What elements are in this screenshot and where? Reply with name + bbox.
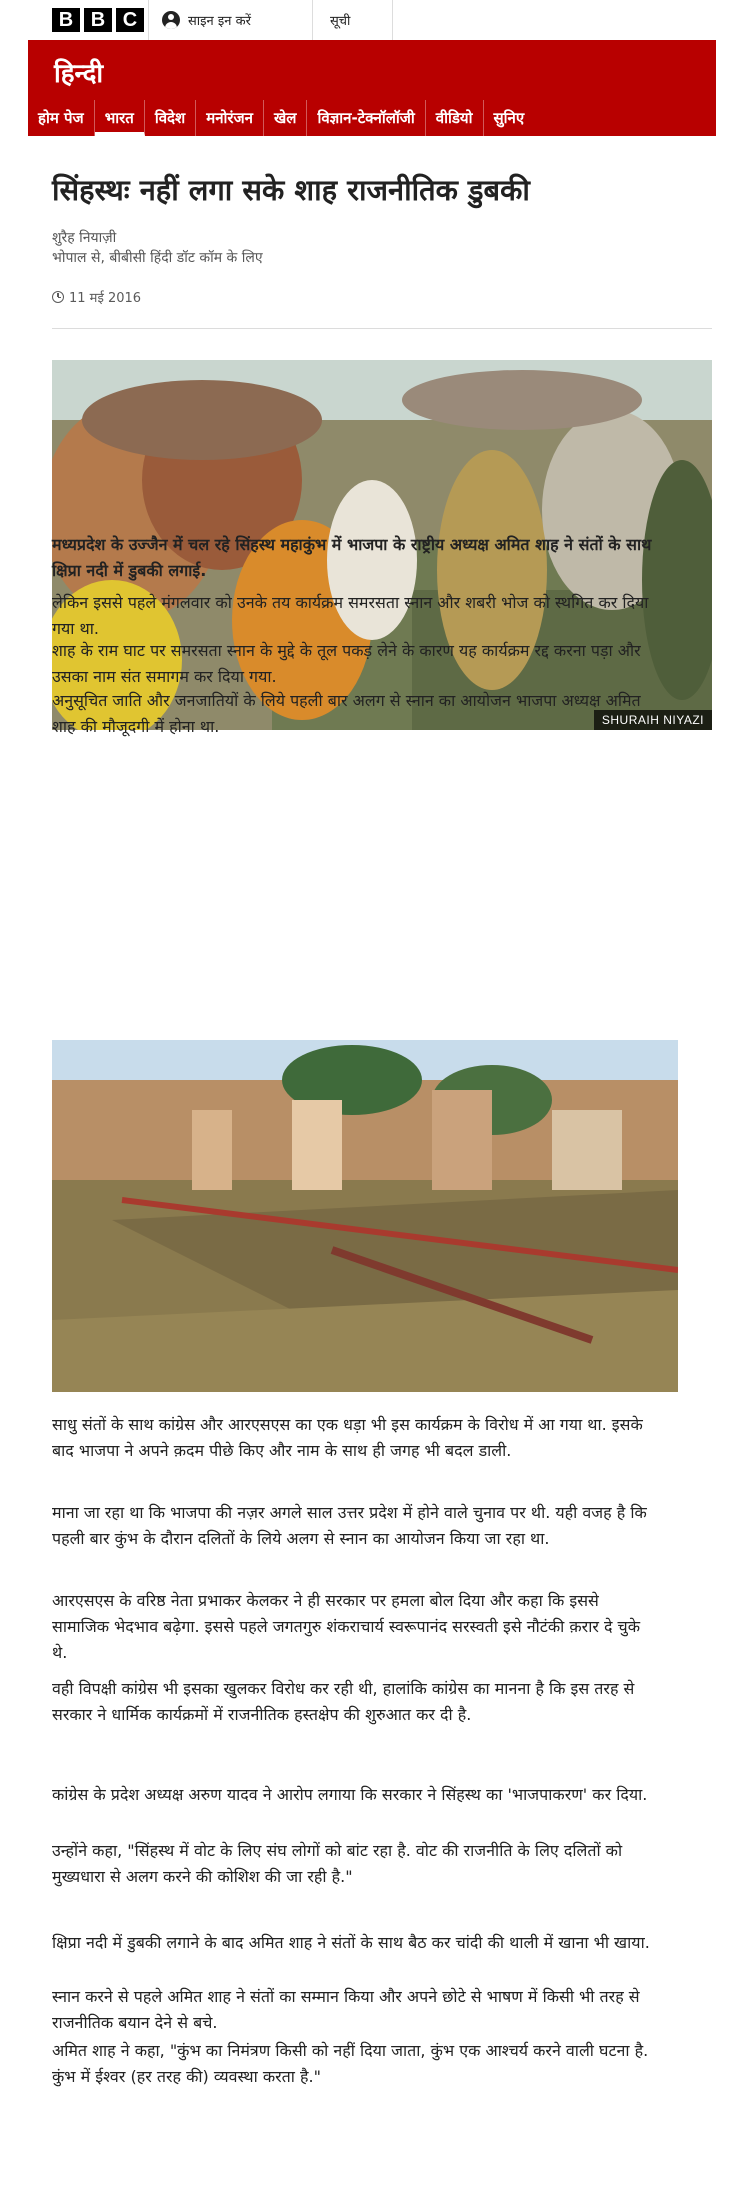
author-location: भोपाल से, बीबीसी हिंदी डॉट कॉम के लिए [52, 250, 263, 266]
nav-item[interactable]: मनोरंजन [196, 100, 264, 136]
article-paragraph: अनुसूचित जाति और जनजातियों के लिये पहली बार अलग से स्नान का आयोजन भाजपा अध्यक्ष अमित शाह की मौजूदगी में होना था. [52, 691, 641, 736]
article-paragraph: वही विपक्षी कांग्रेस भी इसका खुलकर विरोध कर रही थी, हालांकि कांग्रेस का मानना है कि इस तरह से सरकार ने धार्मिक कार्यक्रमों में राजनीतिक हस्तक्षेप की शुरुआत कर दी है. [52, 1679, 635, 1724]
article-paragraph: कांग्रेस के प्रदेश अध्यक्ष अरुण यादव ने आरोप लगाया कि सरकार ने सिंहस्थ का 'भाजपाकरण' कर दिया. [52, 1785, 648, 1804]
brand-title[interactable]: हिन्दी [54, 59, 104, 89]
nav-item[interactable]: होम पेज [28, 100, 95, 136]
nav-item[interactable]: सुनिए [493, 109, 525, 127]
article-paragraph: क्षिप्रा नदी में डुबकी लगाने के बाद अमित शाह ने संतों के साथ बैठ कर चांदी की थाली में खाना भी खाया. [52, 1933, 650, 1952]
page-title: सिंहस्थः नहीं लगा सके शाह राजनीतिक डुबकी [52, 173, 530, 207]
publish-date [52, 288, 141, 306]
article-image-ghat [52, 1040, 678, 1392]
article-paragraph: साधु संतों के साथ कांग्रेस और आरएसएस का एक धड़ा भी इस कार्यक्रम के विरोध में आ गया था. इसके बाद भाजपा ने अपने क़दम पीछे किए और नाम के साथ ही जगह भी बदल डाली. [52, 1415, 643, 1460]
masthead [28, 40, 716, 136]
article-intro: मध्यप्रदेश के उज्जैन में चल रहे सिंहस्थ महाकुंभ में भाजपा के राष्ट्रीय अध्यक्ष अमित शाह ने संतों के साथ क्षिप्रा नदी में डुबकी लगाई. [52, 535, 652, 580]
nav-item[interactable]: विदेश [145, 100, 196, 136]
byline [52, 228, 263, 268]
ghat-photo [52, 1040, 678, 1392]
clock-icon [52, 291, 64, 303]
nav-item[interactable]: विज्ञान-टेक्नॉलॉजी [307, 100, 425, 136]
date-text: 11 मई 2016 [69, 291, 142, 306]
menu-label: सूची [330, 14, 351, 29]
article-paragraph: अमित शाह ने कहा, "कुंभ का निमंत्रण किसी को नहीं दिया जाता, कुंभ एक आश्चर्य करने वाली घटना है. कुंभ में ईश्वर (हर तरह की) व्यवस्था करता है." [52, 2041, 649, 2086]
divider [312, 0, 313, 40]
top-bar [0, 0, 740, 40]
divider [52, 328, 712, 329]
article-paragraph: स्नान करने से पहले अमित शाह ने संतों का सम्मान किया और अपने छोटे से भाषण में किसी भी तरह से राजनीतिक बयान देने से बचे. [52, 1987, 640, 2032]
nav-item[interactable]: वीडियो [426, 100, 484, 136]
bbc-logo[interactable] [52, 8, 144, 32]
signin-button[interactable] [162, 0, 251, 40]
nav-item[interactable]: भारत [95, 100, 145, 136]
article-paragraph: शाह के राम घाट पर समरसता स्नान के मुद्दे के तूल पकड़ लेने के कारण यह कार्यक्रम रद्द करना पड़ा और उसका नाम संत समागम कर दिया गया. [52, 641, 641, 686]
user-icon [162, 11, 180, 29]
nav-item[interactable]: खेल [264, 100, 307, 136]
logo-letter: C [116, 8, 144, 32]
divider [148, 0, 149, 40]
author-name: शुरैह नियाज़ी [52, 230, 117, 246]
article-paragraph: उन्होंने कहा, "सिंहस्थ में वोट के लिए संघ लोगों को बांट रहा है. वोट की राजनीति के लिए दलितों को मुख्यधारा से अलग करने की कोशिश की जा रही है." [52, 1841, 623, 1886]
logo-letter: B [84, 8, 112, 32]
signin-label: साइन इन करें [188, 14, 251, 29]
article-paragraph: माना जा रहा था कि भाजपा की नज़र अगले साल उत्तर प्रदेश में होने वाले चुनाव पर थी. यही वजह है कि पहली बार कुंभ के दौरान दलितों के लिये अलग से स्नान का आयोजन किया जा रहा था. [52, 1503, 647, 1548]
logo-letter: B [52, 8, 80, 32]
main-nav [28, 100, 716, 136]
menu-button[interactable] [330, 0, 350, 40]
article-paragraph: आरएसएस के वरिष्ठ नेता प्रभाकर केलकर ने ही सरकार पर हमला बोल दिया और कहा कि इससे सामाजिक भेदभाव बढ़ेगा. इससे पहले जगतगुरु शंकराचार्य स्वरूपानंद सरस्वती इसे नौटंकी क़रार दे चुके थे. [52, 1591, 641, 1662]
divider [392, 0, 393, 40]
image-credit: SHURAIH NIYAZI [594, 710, 712, 730]
article-paragraph: लेकिन इससे पहले मंगलवार को उनके तय कार्यक्रम समरसता स्नान और शबरी भोज को स्थगित कर दिया गया था. [52, 593, 649, 638]
